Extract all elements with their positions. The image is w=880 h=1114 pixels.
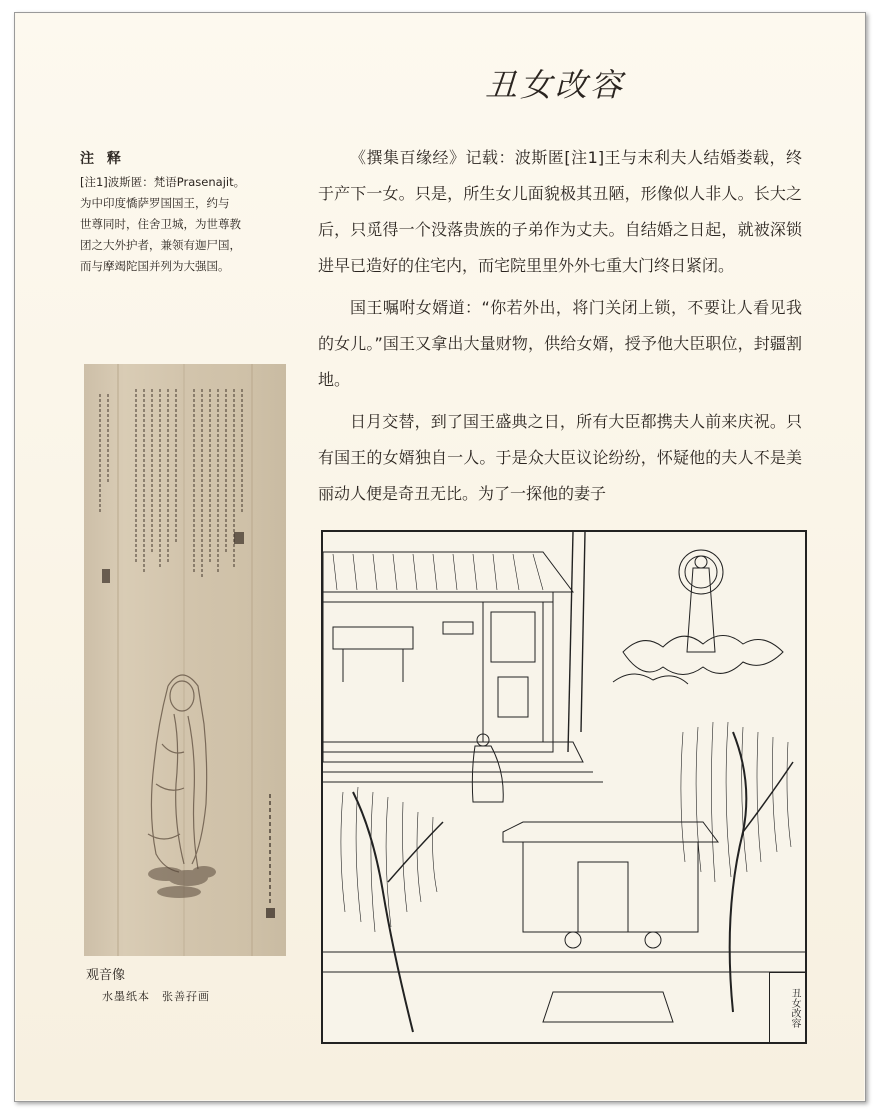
guanyin-painting	[84, 364, 286, 956]
notes-line: 团之大外护者，兼领有迦尸国，	[80, 238, 241, 252]
illustration-seal: 丑女改容	[769, 972, 805, 1042]
notes-section	[80, 148, 285, 277]
body-text	[318, 140, 802, 518]
notes-body	[80, 172, 285, 277]
painting-caption-subtitle: 水墨纸本 张善孖画	[102, 990, 210, 1003]
guanyin-painting-art	[84, 364, 286, 956]
notes-line: 而与摩竭陀国并列为大强国。	[80, 259, 230, 273]
notes-line: 世尊同时，住舍卫城，为世尊教	[80, 217, 241, 231]
notes-heading: 注 释	[80, 151, 125, 167]
notes-line: [注1]波斯匿：梵语Prasenajit。	[80, 175, 246, 189]
page-title: 丑女改容	[485, 66, 626, 104]
paragraph: 日月交替，到了国王盛典之日，所有大臣都携夫人前来庆祝。只有国王的女婿独自一人。于是众大臣议论纷纷，怀疑他的夫人不是美丽动人便是奇丑无比。为了一探他的妻子	[318, 412, 802, 503]
woodblock-illustration	[321, 530, 807, 1044]
paragraph: 《撰集百缘经》记载：波斯匿[注1]王与末利夫人结婚娄载，终于产下一女。只是，所生女儿面貌极其丑陋，形像似人非人。长大之后，只觅得一个没落贵族的子弟作为丈夫。自结婚之日起，就被深锁进早已造好的住宅内，而宅院里里外外七重大门终日紧闭。	[318, 148, 802, 275]
painting-caption-title: 观音像	[86, 968, 126, 983]
notes-line: 为中印度憍萨罗国国王，约与	[80, 196, 230, 210]
woodblock-illustration-art	[323, 532, 805, 1042]
paragraph: 国王嘱咐女婿道：“你若外出，将门关闭上锁，不要让人看见我的女儿。”国王又拿出大量财物，供给女婿，授予他大臣职位，封疆割地。	[318, 298, 802, 389]
